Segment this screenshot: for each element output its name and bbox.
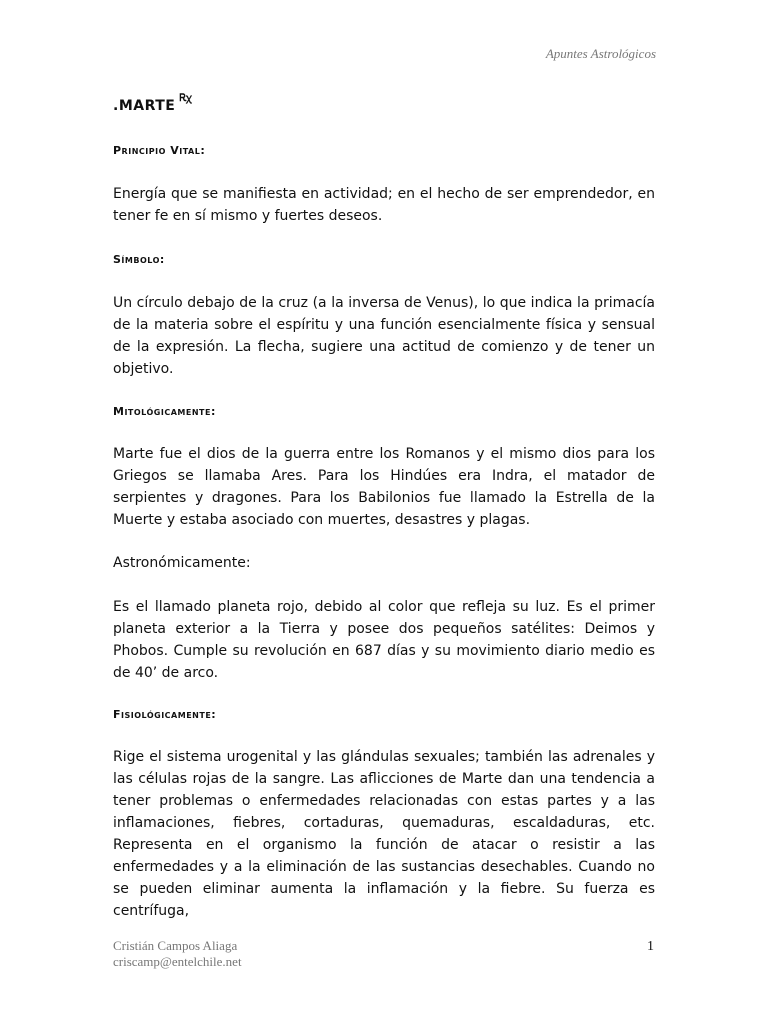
page-number: 1 — [647, 939, 654, 954]
footer-author-block — [113, 938, 242, 970]
heading-fisiologicamente: Fisiológicamente: — [113, 708, 217, 721]
paragraph-fisiologicamente: Rige el sistema urogenital y las glándulas sexuales; también las adrenales y las células rojas de la sangre. Las aflicciones de Marte dan una tendencia a tener problemas o enfermedades relacionadas con estas partes y a las inflamaciones, fiebres, cortaduras, quemaduras, escaldaduras, etc. Representa en el organismo la función de atacar o resistir a las enfermedades y a la eliminación de las sustancias desechables. Cuando no se pueden eliminar aumenta la inflamación y la fiebre. Su fuerza es centrífuga, — [113, 749, 655, 919]
heading-mitologicamente: Mitológicamente: — [113, 405, 216, 418]
footer-author: Cristián Campos Aliaga — [113, 938, 238, 953]
page-title: .MARTE — [113, 98, 176, 114]
paragraph-principio-vital: Energía que se manifiesta en actividad; en el hecho de ser emprendedor, en tener fe en sí mismo y fuertes deseos. — [113, 186, 655, 224]
paragraph-astronomicamente: Es el llamado planeta rojo, debido al color que refleja su luz. Es el primer planeta exterior a la Tierra y posee dos pequeños satélites: Deimos y Phobos. Cumple su revolución en 687 días y su movimiento diario medio es de 40’ de arco. — [113, 599, 655, 681]
heading-principio-vital: Principio Vital: — [113, 144, 206, 157]
paragraph-simbolo: Un círculo debajo de la cruz (a la inversa de Venus), lo que indica la primacía de la materia sobre el espíritu y una función esencialmente física y sensual de la expresión. La flecha, sugiere una actitud de comienzo y de tener un objetivo. — [113, 295, 655, 377]
title-row — [113, 93, 191, 114]
running-header: Apuntes Astrológicos — [545, 46, 656, 61]
heading-simbolo: Símbolo: — [113, 253, 165, 266]
mars-symbol-glyph: Ꭱꭓ — [179, 93, 191, 104]
paragraph-mitologicamente: Marte fue el dios de la guerra entre los Romanos y el mismo dios para los Griegos se llamaba Ares. Para los Hindúes era Indra, el matador de serpientes y dragones. Para los Babilonios fue llamado la Estrella de la Muerte y estaba asociado con muertes, desastres y plagas. — [113, 446, 655, 528]
heading-astronomicamente: Astronómicamente: — [113, 555, 251, 571]
footer-email: criscamp@entelchile.net — [113, 954, 242, 969]
